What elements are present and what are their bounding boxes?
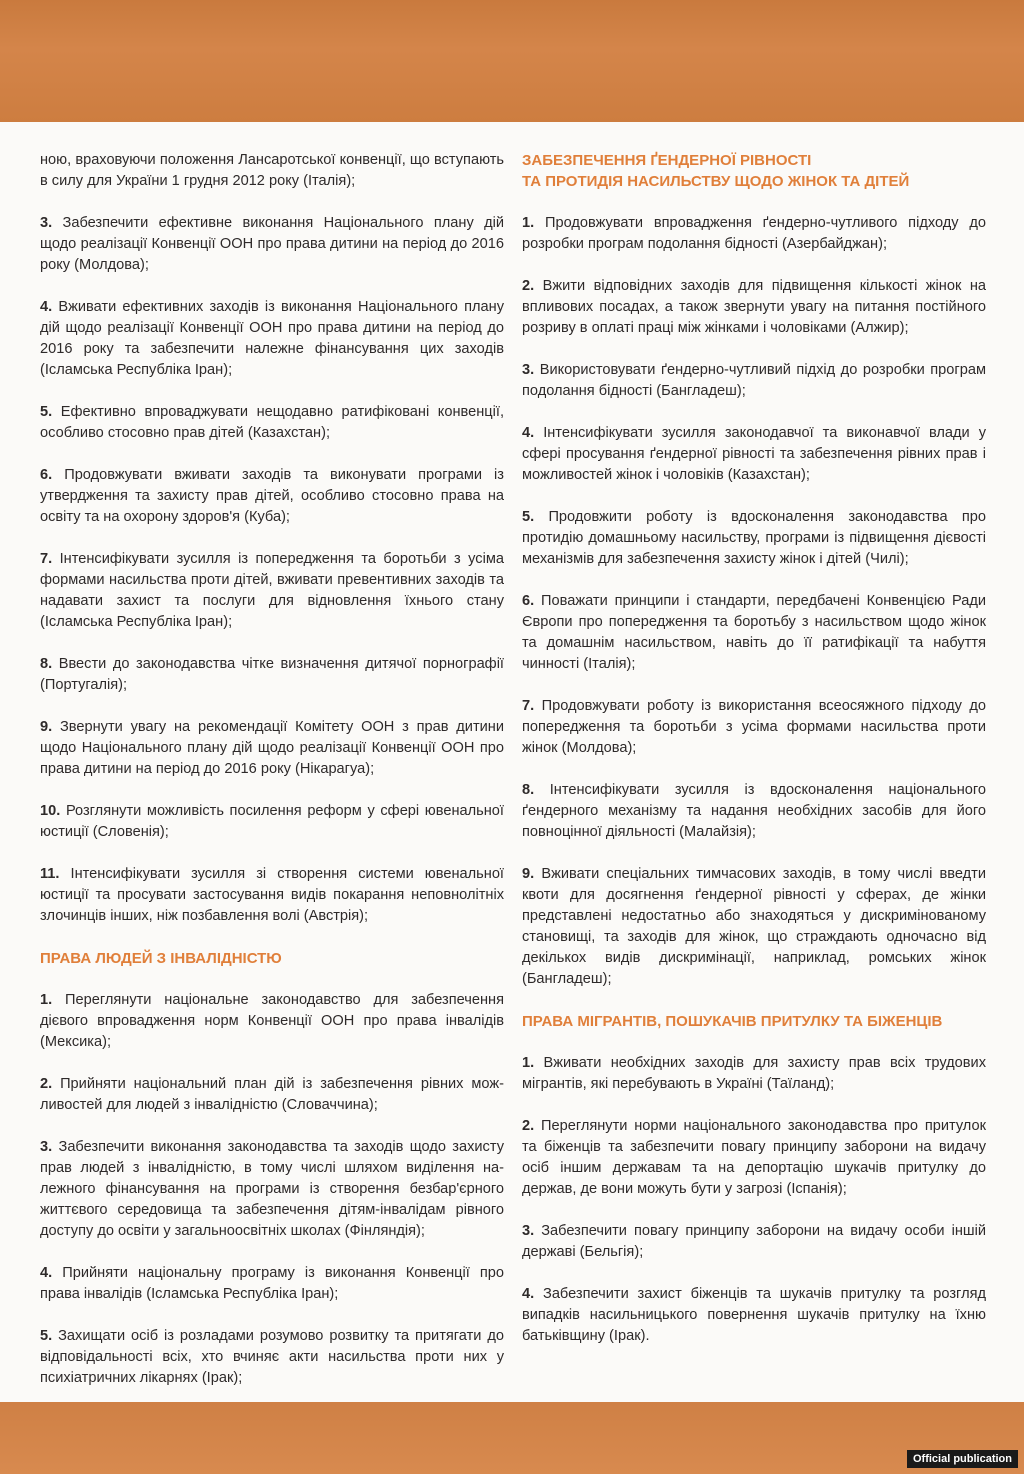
list-item: 1. Продовжувати впровадження ґендерно-чутливого підходу до розробки програм подолання бідності (Азербайджан); [522,215,986,252]
list-item: 7. Інтенсифікувати зусилля із попередження та боротьби з усіма формами насильства проти дітей, вживати превентивних заходів та надавати захист та послуги для відновлення їхнього стану (Ісламська Республіка Іран); [40,551,504,630]
section-heading-disability: ПРАВА ЛЮДЕЙ З ІНВАЛІДНІСТЮ [40,950,282,967]
list-item: 2. Прийняти національний план дій із забезпечення рівних можливостей для людей з інвалідністю (Словаччина); [40,1076,504,1113]
list-item: 8. Інтенсифікувати зусилля із вдосконалення національного ґендерного механізму та надання необхідних засобів для його повноцінної діяльності (Малайзія); [522,782,986,840]
list-item: 4. Вживати ефективних заходів із виконання Національного плану дій щодо реалізації Конвенції ООН про права дитини на період до 2016 року та забезпечити належне фінансування цих заходів (Ісламська Республіка Іран); [40,299,504,378]
section-heading-gender-line2: ТА ПРОТИДІЯ НАСИЛЬСТВУ ЩОДО ЖІНОК ТА ДІТЕЙ [522,173,910,190]
list-item: 2. Переглянути норми національного законодавства про притулок та біженців та забезпечити повагу принципу заборони на видачу осіб іншим державам та на депортацію шукачів притулку до держав, де вони можуть бути у загрозі (Іспанія); [522,1118,986,1197]
list-item: 4. Інтенсифікувати зусилля законодавчої та виконавчої влади у сфері просування ґендерної рівності та забезпечення рівних прав і можливостей жінок і чоловіків (Казахстан); [522,425,986,483]
list-item: 3. Забезпечити ефективне виконання Національного плану дій щодо реалізації Конвенції ООН про права дитини на період до 2016 року (Молдова); [40,215,505,273]
intro-paragraph: ною, враховуючи положення Лансаротської конвенції, що вступають в силу для України 1 грудня 2012 року (Італія); [40,152,504,189]
section-heading-gender-line1: ЗАБЕЗПЕЧЕННЯ ҐЕНДЕРНОЇ РІВНОСТІ [522,152,812,169]
list-item: 11. Інтенсифікувати зусилля зі створення системи ювенальної юстиції та просувати застосування видів покарання неповнолітніх злочинців інших, ніж позбавлення волі (Австрія); [40,866,504,924]
list-item: 3. Використовувати ґендерно-чутливий підхід до розробки програм подолання бідності (Бангладеш); [522,362,986,399]
official-publication-label: Official publication [907,1450,1018,1468]
list-item: 10. Розглянути можливість посилення реформ у сфері ювенальної юстиції (Словенія); [40,803,504,840]
section-heading-migrants: ПРАВА МІГРАНТІВ, ПОШУКАЧІВ ПРИТУЛКУ ТА БІЖЕНЦІВ [522,1013,943,1030]
list-item: 2. Вжити відповідних заходів для підвищення кількості жінок на впливових посадах, а також звернути увагу на питання постійного розриву в оплаті праці між жінками і чоловіками (Алжир); [522,278,986,336]
list-item: 9. Вживати спеціальних тимчасових заходів, в тому числі введти квоти для досягнення ґендерної рівності у сферах, де жінки представлені недостатньо або знаходяться у дискримінованому становищі, та заходів для жінок, що страждають одночасно від декількох видів дискримінації, наприклад, ромських жінок (Бангладеш); [522,866,986,987]
bottom-orange-band [0,1402,1024,1474]
list-item: 5. Продовжити роботу із вдосконалення законодавства про протидію домашньому насильству, програми із підвищення дієвості механізмів для забезпечення захисту жінок і дітей (Чилі); [522,509,986,567]
list-item: 6. Поважати принципи і стандарти, передбачені Конвенцією Ради Європи про попередження та боротьбу з насильством щодо жінок та домашнім насильством, навіть до її ратифікації та набуття чинності (Італія); [522,593,986,672]
list-item: 3. Забезпечити повагу принципу заборони на видачу особи іншій державі (Бельгія); [522,1223,987,1260]
list-item: 7. Продовжувати роботу із використання всеосяжного підходу до попередження та боротьби з усіма формами насильства проти жінок (Молдова); [522,698,987,756]
list-item: 3. Забезпечити виконання законодавства та заходів щодо захисту прав людей з інвалідністю, в тому числі шляхом виділення належного фінансування на програми із створення безбар'єрного життєвого середовища та забезпечення дітям-інвалідам рівного доступу до освіти у загальноосвітніх школах (Фінляндія); [40,1139,504,1239]
top-orange-band [0,0,1024,122]
list-item: 8. Ввести до законодавства чітке визначення дитячої порнографії (Португалія); [40,656,504,693]
list-item: 4. Прийняти національну програму із виконання Конвенції про права інвалідів (Ісламська Республіка Іран); [40,1265,504,1302]
left-column [40,150,504,1410]
section-heading-gender [522,150,986,192]
right-column [522,150,986,1368]
list-item: 9. Звернути увагу на рекомендації Комітету ООН з прав дитини щодо Національного плану дій щодо реалізації Конвенції ООН про права дитини на період до 2016 року (Нікарагуа); [40,719,504,777]
list-item: 5. Захищати осіб із розладами розумово розвитку та притягати до відповідальності всіх, хто вчиняє акти насильства проти них у психіатричних лікарнях (Ірак); [40,1328,504,1386]
list-item: 1. Вживати необхідних заходів для захисту прав всіх трудових мігрантів, які перебувають в Україні (Таїланд); [522,1055,986,1092]
list-item: 4. Забезпечити захист біженців та шукачів притулку та розгляд випадків насильницького повернення шукачів притулку на їхню батьківщину (Ірак). [522,1286,986,1344]
list-item: 1. Переглянути національне законодавство для забезпечення дієвого впровадження норм Конвенції ООН про права інвалідів (Мексика); [40,992,505,1050]
list-item: 6. Продовжувати вживати заходів та виконувати програми із утвердження та захисту прав дітей, особливо стосовно права на освіту та на охорону здоров'я (Куба); [40,467,504,525]
list-item: 5. Ефективно впроваджувати нещодавно ратифіковані конвенції, особливо стосовно прав дітей (Казахстан); [40,404,504,441]
